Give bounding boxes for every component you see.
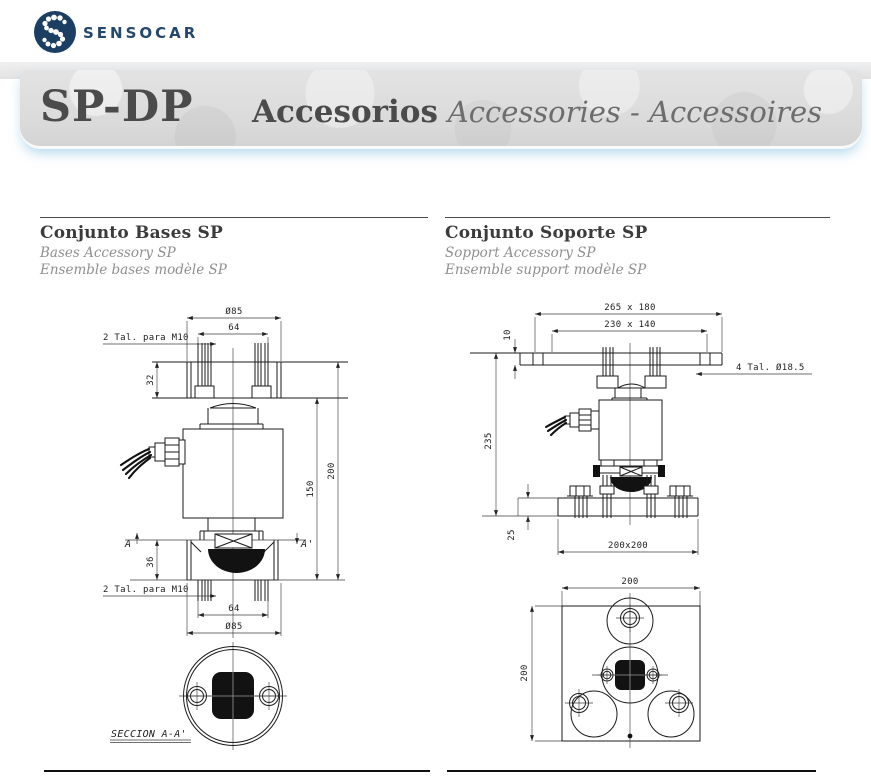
section-marker-a: A [125,539,132,550]
bolt-bottom-left [565,689,593,717]
anchor-bolt-left [567,486,593,518]
section-soporte-subtitle-en: Sopport Accessory SP [445,245,596,261]
logo-text: SENSOCAR [83,24,199,42]
dim-bottom-height: 200 [520,664,530,682]
dim-plate-outer: 265 x 180 [604,303,656,313]
dim-plate-thickness: 10 [503,329,513,341]
section-label: SECCION A-A' [111,729,187,740]
cable-gland [149,438,185,466]
bolt-top [616,604,644,632]
section-soporte-title: Conjunto Soporte SP [445,223,648,243]
banner-title-es: Accesorios [252,94,438,130]
dim-bottom-width: 200 [621,577,639,587]
dim-base-height: 36 [146,556,156,568]
dim-base-thickness: 25 [507,529,517,541]
anchor-bolt-right [667,486,693,518]
section-bases-subtitle-en: Bases Accessory SP [40,245,176,261]
section-soporte-subtitle-fr: Ensemble support modèle SP [445,262,647,278]
dim-total-height: 200 [327,462,337,480]
section-soporte-header [445,217,830,279]
section-marker-a-prime: A' [301,539,314,550]
dim-width-top: 64 [228,323,240,333]
load-dome [208,549,265,573]
footer-rule-right [447,770,816,772]
drawing-bases-sp [95,288,387,776]
dim-plate-holes-span: 230 x 140 [604,320,656,330]
dim-width-bottom: 64 [228,604,240,614]
cable [121,449,151,478]
section-bases-subtitle-fr: Ensemble bases modèle SP [40,262,227,278]
cable [546,417,566,435]
dim-total-height: 235 [484,432,494,450]
section-bases-title: Conjunto Bases SP [40,223,223,243]
drawing-soporte-sp [440,293,860,758]
dim-dia-top: Ø85 [225,307,243,317]
bolt-bottom-right [665,689,693,717]
base-plan-view [520,577,700,748]
sensocar-logo [33,8,233,56]
dim-plate-height: 32 [146,374,156,386]
label-holes-bottom: 2 Tal. para M10 [103,585,189,595]
cable-gland [565,409,599,431]
dim-base-size: 200x200 [607,541,649,551]
footer-rule-left [44,770,430,772]
label-plate-holes: 4 Tal. Ø18.5 [736,363,805,373]
section-bases-header [40,217,428,279]
label-holes-top: 2 Tal. para M10 [103,333,189,343]
dim-dia-bottom: Ø85 [225,622,243,632]
model-title: SP-DP [40,82,194,132]
datum-dot [628,734,633,739]
section-view [179,642,287,750]
banner-title [252,94,822,130]
dim-cell-height: 150 [306,480,316,498]
title-banner [20,70,862,149]
banner-title-translations: Accessories - Accessoires [447,95,822,129]
